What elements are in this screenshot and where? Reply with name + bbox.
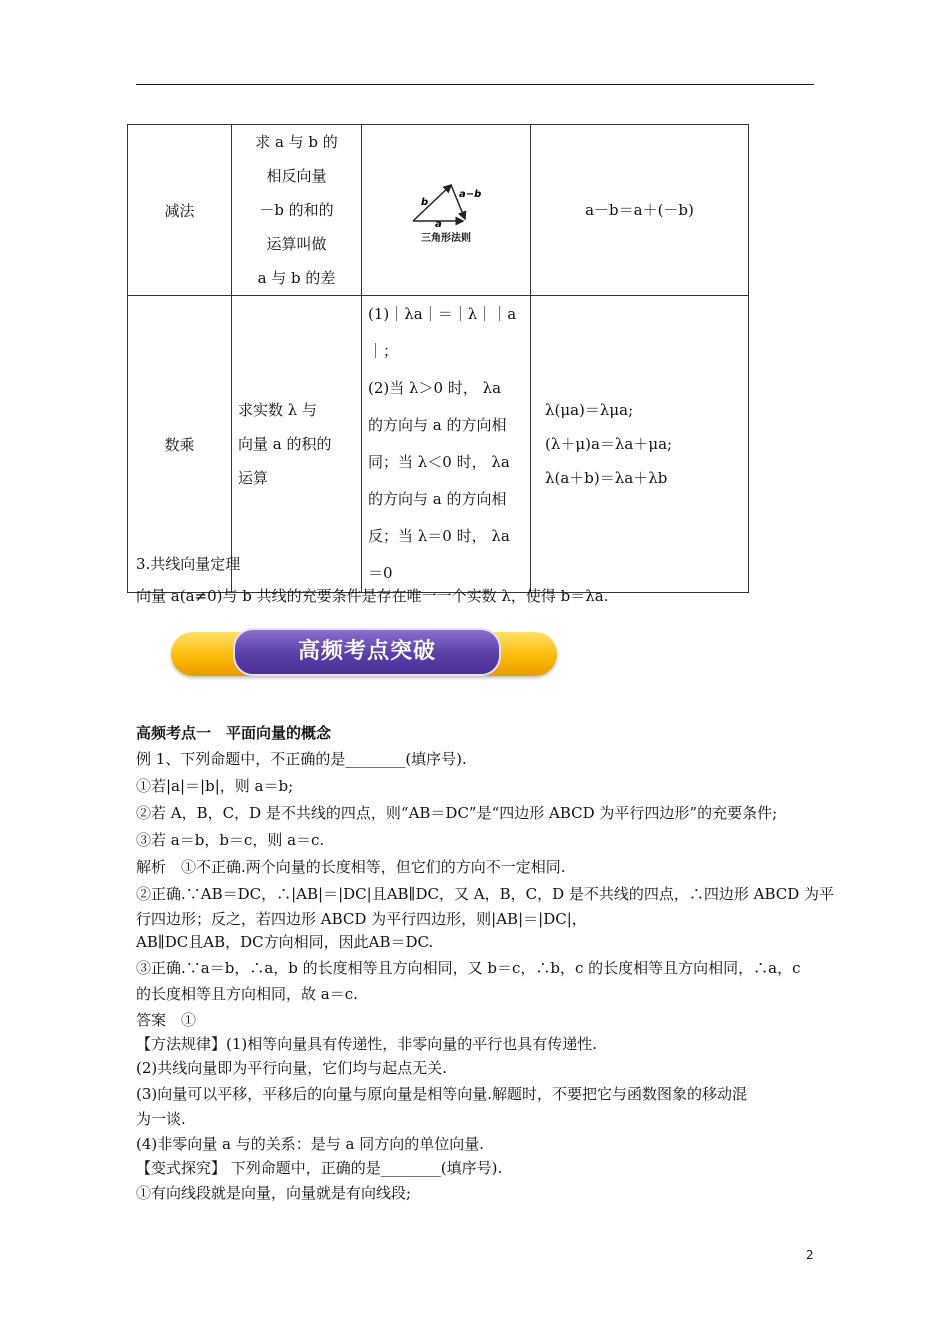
op-meaning: 求实数 λ 与 向量 a 的积的 运算 bbox=[232, 296, 362, 593]
section-banner bbox=[171, 628, 557, 678]
method-rule-1: 【方法规律】(1)相等向量具有传递性，非零向量的平行也具有传递性. bbox=[136, 1035, 598, 1053]
answer: 答案 ① bbox=[136, 1011, 197, 1029]
op-meaning: 求 a 与 b 的 相反向量 －b 的和的 运算叫做 a 与 b 的差 bbox=[232, 125, 362, 296]
op-name: 数乘 bbox=[128, 296, 232, 593]
page-number: 2 bbox=[806, 1248, 814, 1262]
method-rule-4: (4)非零向量 a 与的关系：是与 a 同方向的单位向量. bbox=[136, 1135, 484, 1153]
analysis-2: ②正确.∵AB＝DC，∴|AB|＝|DC|且AB∥DC，又 A，B，C，D 是不共线的四点，∴四边形 ABCD 为平 bbox=[136, 885, 835, 903]
analysis-3-cont: 的长度相等且方向相同，故 a＝c. bbox=[136, 985, 358, 1003]
topic-heading: 高频考点一 平面向量的概念 bbox=[136, 724, 332, 742]
analysis-1: 解析 ①不正确.两个向量的长度相等，但它们的方向不一定相同. bbox=[136, 858, 566, 876]
triangle-rule-caption: 三角形法则 bbox=[421, 232, 471, 244]
variant-question: 【变式探究】 下列命题中，正确的是________(填序号). bbox=[136, 1159, 503, 1177]
vector-b-line bbox=[413, 185, 451, 221]
section-3-title: 3.共线向量定理 bbox=[136, 555, 241, 573]
vector-operations-table bbox=[127, 124, 749, 593]
analysis-2-cont: 行四边形；反之，若四边形 ABCD 为平行四边形，则|AB|＝|DC|， bbox=[136, 910, 587, 928]
banner-title: 高频考点突破 bbox=[297, 639, 436, 664]
label-a-minus-b: a−b bbox=[459, 188, 482, 200]
statement-3: ③若 a＝b，b＝c，则 a＝c. bbox=[136, 831, 325, 849]
op-rules: (1)｜λa｜＝｜λ｜｜a｜； (2)当 λ＞0 时， λa 的方向与 a 的方向相 同；当 λ＜0 时， λa 的方向与 a 的方向相 反；当 λ＝0 时， λa ＝0 bbox=[362, 296, 531, 593]
collinear-theorem-text: 向量 a(a≠0)与 b 共线的充要条件是存在唯一一个实数 λ，使得 b＝λa. bbox=[136, 587, 609, 605]
op-laws: λ(μa)＝λμa; (λ＋μ)a＝λa＋μa; λ(a＋b)＝λa＋λb bbox=[531, 296, 749, 593]
example-1: 例 1、下列命题中，不正确的是________(填序号). bbox=[136, 750, 467, 768]
method-rule-3: (3)向量可以平移，平移后的向量与原向量是相等向量.解题时，不要把它与函数图象的移动混 bbox=[136, 1085, 748, 1103]
method-rule-2: (2)共线向量即为平行向量，它们均与起点无关. bbox=[136, 1059, 448, 1077]
variant-statement-1: ①有向线段就是向量，向量就是有向线段; bbox=[136, 1184, 412, 1202]
statement-2: ②若 A，B，C，D 是不共线的四点，则“AB＝DC”是“四边形 ABCD 为平行四边形”的充要条件; bbox=[136, 804, 778, 822]
statement-1: ①若|a|＝|b|，则 a＝b; bbox=[136, 777, 294, 795]
op-name: 减法 bbox=[128, 125, 232, 296]
method-rule-3-cont: 为一谈. bbox=[136, 1110, 186, 1128]
label-a: a bbox=[435, 218, 442, 227]
triangle-rule-diagram bbox=[362, 125, 531, 296]
analysis-3: ③正确.∵a＝b，∴a，b 的长度相等且方向相同，又 b＝c，∴b，c 的长度相等且方向相同，∴a，c bbox=[136, 959, 801, 977]
triangle-diagram bbox=[401, 177, 491, 227]
op-laws: a－b＝a＋(－b) bbox=[531, 125, 749, 296]
header-rule bbox=[136, 84, 814, 85]
analysis-2-end: AB∥DC且AB，DC方向相同，因此AB＝DC. bbox=[136, 933, 434, 951]
label-b: b bbox=[421, 196, 429, 208]
table-row-subtraction bbox=[128, 125, 749, 296]
table-row-scalar-mult bbox=[128, 296, 749, 593]
